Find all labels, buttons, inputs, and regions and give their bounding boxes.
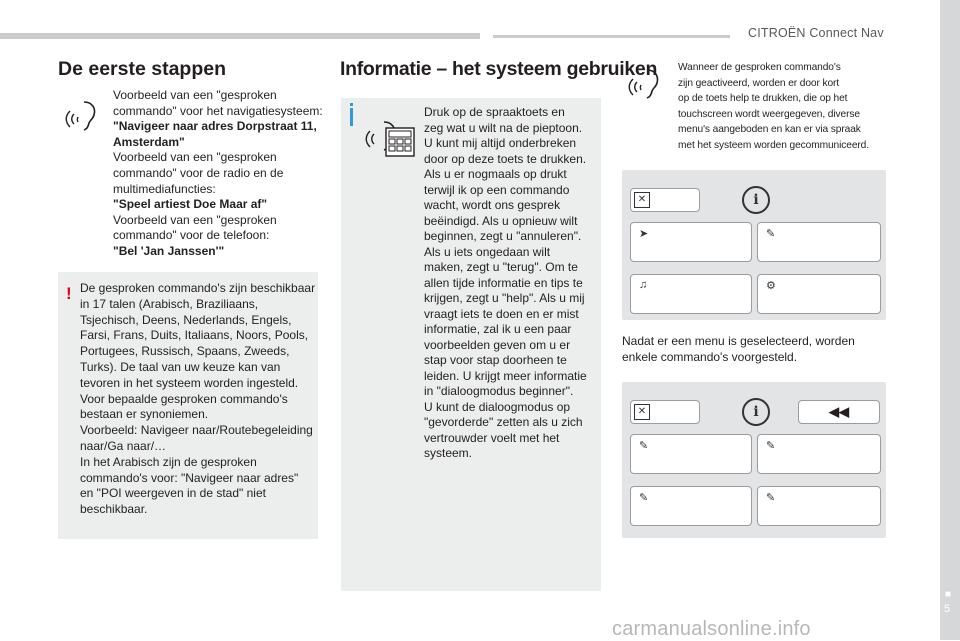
edit-icon: ✎ [639,492,649,504]
note-line: Tsjechisch, Deens, Nederlands, Engels, [80,312,292,327]
info-line: krijgen, zegt u "help". Als u mij [424,291,585,305]
info-icon[interactable]: i [742,186,770,214]
menu-tile-navigation[interactable] [630,222,752,262]
section-title-first-steps: De eerste stappen [58,58,226,80]
intro-line: op de toets help te drukken, die op het [678,93,848,105]
note-line: tevoren in het systeem worden ingesteld. [80,375,299,390]
page-edge-bar [940,0,960,640]
navigation-icon: ➤ [639,228,649,240]
voice-command-icon [62,98,102,134]
info-line: systeem. [424,446,473,460]
info-line: maken, zegt u "terug". Om te [424,260,578,274]
header-rule-right [493,35,730,38]
voice-line: Voorbeeld van een "gesproken [113,88,277,102]
music-icon: ♫ [639,279,648,291]
info-icon[interactable]: i [742,398,770,426]
voice-line: "Bel 'Jan Janssen'" [113,243,225,258]
info-line: terwijl ik op een commando [424,182,570,197]
note-line: beschikbaar. [80,502,148,517]
warning-note-text [80,281,315,518]
brand-label: CITROËN Connect Nav [748,26,884,40]
info-line: wacht, wordt ons gesprek [424,198,561,212]
caption-line: enkele commando's voorgesteld. [622,349,798,364]
voice-line: Voorbeeld van een "gesproken [113,212,277,227]
info-line: door op deze toets te drukken. [424,151,587,166]
page-marker: ■ [945,589,952,600]
info-line: leiden. U krijgt meer informatie [424,368,587,383]
intro-line: zijn geactiveerd, worden er door kort [678,77,840,89]
info-line: vertrouwder voelt met het [424,430,560,445]
voice-line: Voorbeeld van een "gesproken [113,150,277,165]
note-line: in 17 talen (Arabisch, Braziliaans, [80,296,259,311]
edit-icon: ✎ [766,492,776,504]
command-tile[interactable] [757,486,881,526]
note-line: Voorbeeld: Navigeer naar/Routebegeleiding [80,423,313,438]
info-marker-icon [350,108,353,126]
edit-icon: ✎ [766,440,776,452]
note-line: bestaan er synoniemen. [80,407,209,422]
info-line: in "dialoogmodus beginner". [424,384,574,398]
info-line: allen tijde informatie en tips te [424,275,583,290]
note-line: In het Arabisch zijn de gesproken [80,454,257,469]
settings-icon: ⚙ [766,280,776,292]
menu-caption [622,334,855,365]
note-line: Voor bepaalde gesproken commando's [80,391,288,406]
close-icon: ✕ [634,192,650,208]
voice-line: "Navigeer naar adres Dorpstraat 11, [113,119,317,134]
close-tile[interactable] [630,188,700,212]
info-line: informatie, zal ik u een paar [424,322,572,336]
close-icon: ✕ [634,404,650,420]
page-number: 5 [944,603,951,615]
watermark-text: carmanualsonline.info [612,618,811,640]
info-line: vraagt iets te doen en er mist [424,306,579,321]
intro-line: Wanneer de gesproken commando's [678,62,841,73]
info-line: U kunt mij altijd onderbreken [424,136,577,150]
command-tile[interactable] [630,486,752,526]
voice-line: commando" voor de radio en de [113,165,284,180]
note-line: De gesproken commando's zijn beschikbaar [80,281,316,295]
section-title-info: Informatie – het systeem gebruiken [340,58,658,80]
right-intro-text [678,60,869,154]
note-line: en "POI weergeven in de stad" niet [80,486,266,501]
intro-line: menu's aangeboden en kan er via spraak [678,124,861,136]
command-tile[interactable] [757,434,881,474]
info-line: U kunt de dialoogmodus op [424,399,571,414]
intro-line: touchscreen wordt weergegeven, diverse [678,108,860,120]
intro-line: met het systeem worden gecommuniceerd. [678,139,869,151]
close-tile[interactable] [630,400,700,424]
warning-icon: ! [66,284,72,303]
voice-line: multimediafuncties: [113,181,216,196]
voice-line: "Speel artiest Doe Maar af" [113,197,268,212]
edit-icon: ✎ [766,228,776,240]
info-line: Druk op de spraaktoets en [424,105,565,119]
back-button[interactable]: ◀◀ [798,400,880,424]
touchscreen-illustration-main-menu [622,170,886,320]
info-line: "gevorderde" zetten als u zich [424,415,583,429]
note-line: Portugees, Russisch, Spaans, Zweeds, [80,344,290,359]
edit-icon: ✎ [639,440,649,452]
voice-command-icon-right [625,66,665,102]
info-text [424,105,587,462]
note-line: commando's voor: "Navigeer naar adres" [80,470,299,485]
command-tile[interactable] [630,434,752,474]
menu-tile-edit[interactable] [757,222,881,262]
voice-line: commando" voor het navigatiesysteem: [113,103,323,118]
note-line: Turks). De taal van uw keuze kan van [80,359,281,374]
header-rule-left [0,33,480,39]
touchscreen-illustration-submenu [622,382,886,538]
info-line: stap voor stap doorheen te [424,353,567,367]
info-line: Als u er nogmaals op drukt [424,167,567,181]
caption-line: Nadat er een menu is geselecteerd, worden [622,334,855,348]
note-line: Farsi, Frans, Duits, Italiaans, Noors, Pools, [80,328,309,343]
info-line: voorbeelden geven om u er [424,337,571,352]
menu-tile-music[interactable] [630,274,752,314]
info-line: beginnen, zegt u "annuleren". [424,229,582,243]
info-line: zeg wat u wilt na de pieptoon. [424,120,583,135]
voice-line: commando" voor de telefoon: [113,228,270,243]
info-line: beëindigd. Als u opnieuw wilt [424,213,578,228]
menu-tile-settings[interactable] [757,274,881,314]
voice-command-examples [113,88,323,260]
voice-line: Amsterdam" [113,134,185,149]
voice-keypad-icon [362,118,418,160]
note-line: naar/Ga naar/… [80,438,167,453]
info-marker-dot [350,103,353,106]
info-line: Als u iets ongedaan wilt [424,244,551,259]
